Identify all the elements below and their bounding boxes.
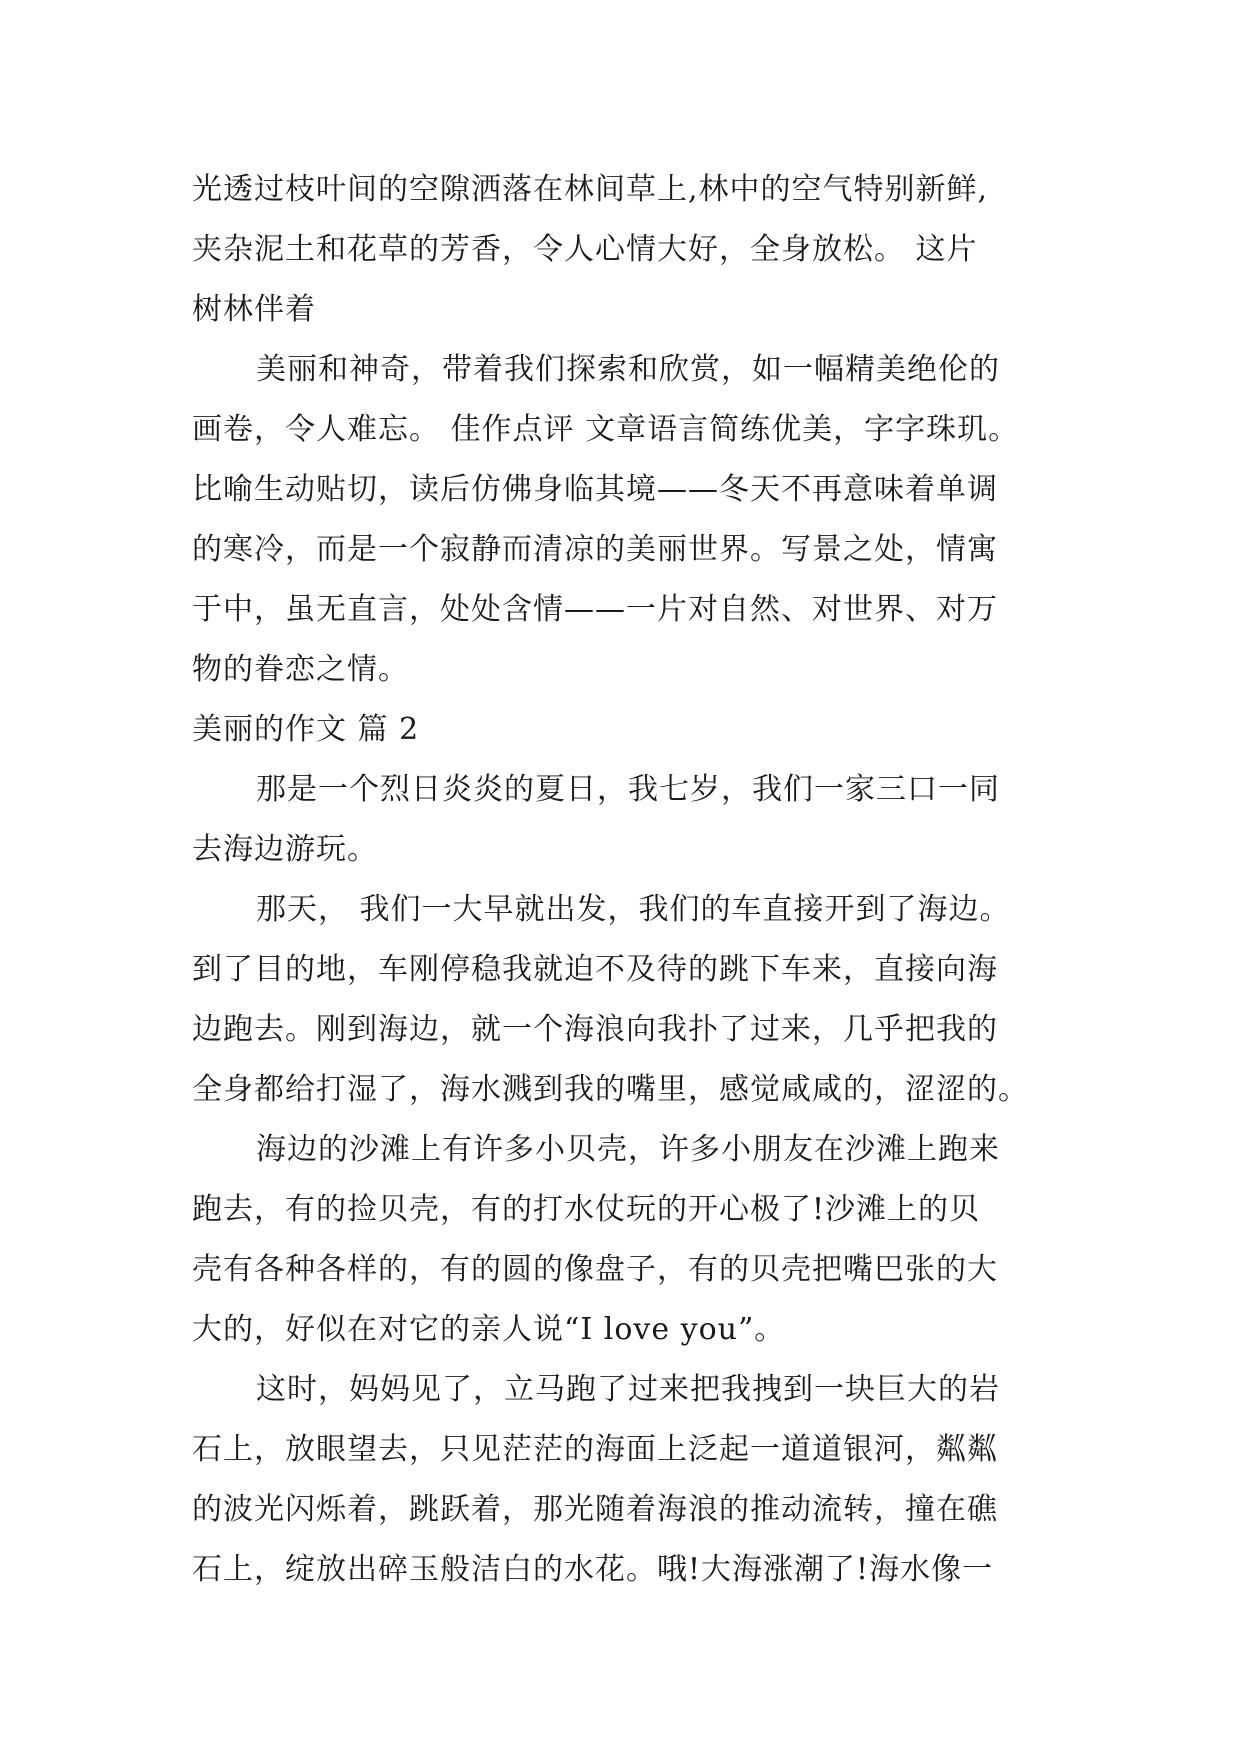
text-line: 比喻生动贴切，读后仿佛身临其境——冬天不再意味着单调 [192,472,998,507]
text-line: 夹杂泥土和花草的芳香，令人心情大好，全身放松。 这片 [192,232,978,267]
text-line: 到了目的地，车刚停稳我就迫不及待的跳下车来，直接向海 [192,952,998,987]
text-line: 全身都给打湿了，海水溅到我的嘴里，感觉咸咸的，涩涩的。 [192,1072,1029,1107]
text-line: 树林伴着 [192,292,316,327]
text-line: 石上，放眼望去，只见茫茫的海面上泛起一道道银河，粼粼 [192,1432,998,1467]
text-line: 于中，虽无直言，处处含情——一片对自然、对世界、对万 [192,592,998,627]
text-line: 画卷，令人难忘。 佳作点评 文章语言简练优美，字字珠玑。 [192,412,1020,447]
text-line: 这时，妈妈见了，立马跑了过来把我拽到一块巨大的岩 [256,1372,1000,1407]
text-line: 物的眷恋之情。 [192,652,409,687]
section-heading: 美丽的作文 篇 2 [192,712,420,747]
text-line: 那是一个烈日炎炎的夏日，我七岁，我们一家三口一同 [256,772,1000,807]
text-line: 跑去，有的捡贝壳，有的打水仗玩的开心极了!沙滩上的贝 [192,1192,981,1227]
text-line: 大的，好似在对它的亲人说“I love you”。 [192,1312,786,1347]
text-line: 去海边游玩。 [192,832,378,867]
text-line: 壳有各种各样的，有的圆的像盘子，有的贝壳把嘴巴张的大 [192,1252,998,1287]
text-line: 光透过枝叶间的空隙洒落在林间草上,林中的空气特别新鲜, [192,172,989,207]
text-line: 美丽和神奇，带着我们探索和欣赏，如一幅精美绝伦的 [256,352,1000,387]
text-line: 那天， 我们一大早就出发，我们的车直接开到了海边。 [256,892,1011,927]
text-line: 的波光闪烁着，跳跃着，那光随着海浪的推动流转，撞在礁 [192,1492,998,1527]
article-body [192,160,1092,1600]
text-line: 的寒冷，而是一个寂静而清凉的美丽世界。写景之处，情寓 [192,532,998,567]
text-line: 石上，绽放出碎玉般洁白的水花。哦!大海涨潮了!海水像一 [192,1552,994,1587]
text-line: 海边的沙滩上有许多小贝壳，许多小朋友在沙滩上跑来 [256,1132,1000,1167]
text-line: 边跑去。刚到海边，就一个海浪向我扑了过来，几乎把我的 [192,1012,998,1047]
